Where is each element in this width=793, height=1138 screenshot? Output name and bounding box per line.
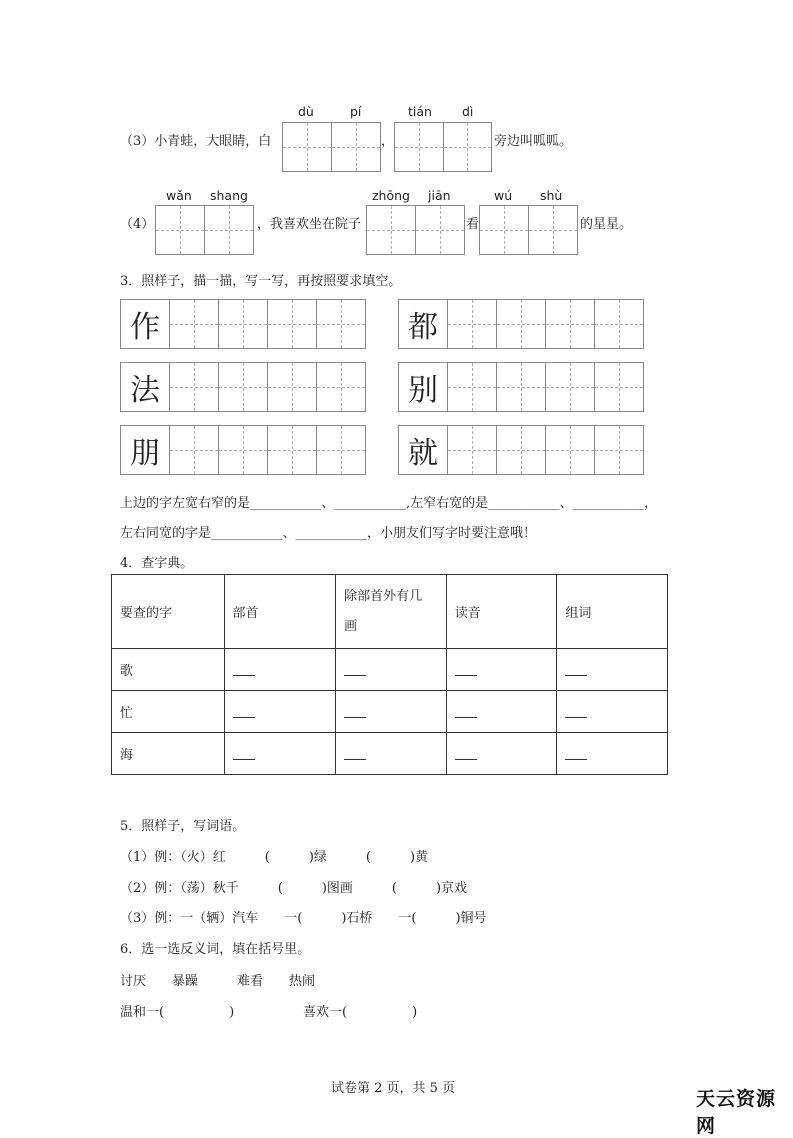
table-row	[112, 733, 668, 775]
tian-grid-item4-b[interactable]	[366, 205, 465, 255]
pinyin-wan: wǎn	[166, 188, 192, 203]
tian-grid-item4-a[interactable]	[155, 205, 254, 255]
item4-prefix: （4）	[120, 217, 155, 232]
pinyin-tian: tián	[408, 104, 432, 119]
item4-look: 看	[466, 217, 480, 232]
trace-char: 作	[130, 310, 160, 345]
trace-char: 法	[130, 373, 160, 408]
header-pronunciation: 读音	[446, 575, 557, 649]
trace-char: 就	[408, 436, 438, 471]
pinyin-zhong: zhōng	[372, 188, 410, 203]
item3-prefix: （3）小青蛙，大眼睛，白	[120, 134, 272, 149]
pinyin-shu: shù	[540, 188, 563, 203]
item3-comma: ，	[381, 134, 395, 149]
table-header-row	[112, 575, 668, 649]
table-row	[112, 649, 668, 691]
page-footer: 试卷第 2 页，共 5 页	[331, 1081, 456, 1096]
q5-line3: （3）例：一（辆）汽车 一( )石桥 一( )铜号	[120, 911, 487, 926]
trace-grid-left-1[interactable]	[120, 299, 366, 349]
q6-pair2: 喜欢一( )	[303, 1005, 418, 1020]
trace-char: 朋	[130, 436, 160, 471]
answer-cell[interactable]	[446, 691, 557, 733]
q6-pair1: 温和一( )	[120, 1005, 235, 1020]
dictionary-table	[111, 574, 668, 775]
trace-grid-right-2[interactable]	[398, 362, 644, 412]
row-char: 海	[112, 733, 225, 775]
tian-grid-item4-c[interactable]	[479, 205, 578, 255]
answer-cell[interactable]	[336, 691, 447, 733]
header-strokes: 除部首外有几 画	[336, 575, 447, 649]
q3-line2: 左右同宽的字是___________、___________，小朋友们写字时要注意哦！	[120, 526, 537, 541]
item4-suffix: 的星星。	[580, 217, 633, 232]
q5-line1: （1）例：（火）红 ( )绿 ( )黄	[120, 850, 429, 865]
trace-char: 别	[408, 373, 438, 408]
answer-cell[interactable]	[446, 733, 557, 775]
answer-cell[interactable]	[557, 649, 668, 691]
row-char: 忙	[112, 691, 225, 733]
header-char: 要查的字	[112, 575, 225, 649]
answer-cell[interactable]	[224, 649, 336, 691]
q3-title: 3．照样子，描一描，写一写，再按照要求填空。	[120, 274, 402, 289]
trace-grid-right-3[interactable]	[398, 425, 644, 475]
answer-cell[interactable]	[336, 649, 447, 691]
table-row	[112, 691, 668, 733]
row-char: 歌	[112, 649, 225, 691]
pinyin-jian: jiān	[428, 188, 451, 203]
q4-title: 4．查字典。	[120, 556, 194, 571]
q5-title: 5．照样子，写词语。	[120, 819, 246, 834]
pinyin-du: dù	[298, 104, 314, 119]
watermark-logo: 天云资源网	[696, 1088, 777, 1137]
header-words: 组词	[557, 575, 668, 649]
pinyin-pi: pí	[350, 104, 362, 119]
tian-grid-item3-b[interactable]	[394, 122, 492, 172]
item4-middle: ，我喜欢坐在院子	[257, 217, 362, 232]
pinyin-shang: shang	[210, 188, 248, 203]
pinyin-di: dì	[462, 104, 474, 119]
tian-grid-item3-a[interactable]	[282, 122, 381, 172]
trace-char: 都	[408, 310, 438, 345]
answer-cell[interactable]	[557, 691, 668, 733]
answer-cell[interactable]	[446, 649, 557, 691]
item3-suffix: 旁边叫呱呱。	[494, 134, 573, 149]
pinyin-wu: wú	[494, 188, 513, 203]
answer-cell[interactable]	[336, 733, 447, 775]
trace-grid-right-1[interactable]	[398, 299, 644, 349]
trace-grid-left-3[interactable]	[120, 425, 366, 475]
answer-cell[interactable]	[224, 733, 336, 775]
trace-grid-left-2[interactable]	[120, 362, 366, 412]
header-radical: 部首	[224, 575, 336, 649]
q5-line2: （2）例：（荡）秋千 ( )图画 ( )京戏	[120, 881, 468, 896]
answer-cell[interactable]	[557, 733, 668, 775]
q6-words: 讨厌 暴躁 难看 热闹	[120, 974, 316, 989]
answer-cell[interactable]	[224, 691, 336, 733]
q3-line1: 上边的字左宽右窄的是___________、___________,左窄右宽的是___________、___________，	[120, 496, 658, 511]
q6-title: 6．选一选反义词，填在括号里。	[120, 942, 311, 957]
